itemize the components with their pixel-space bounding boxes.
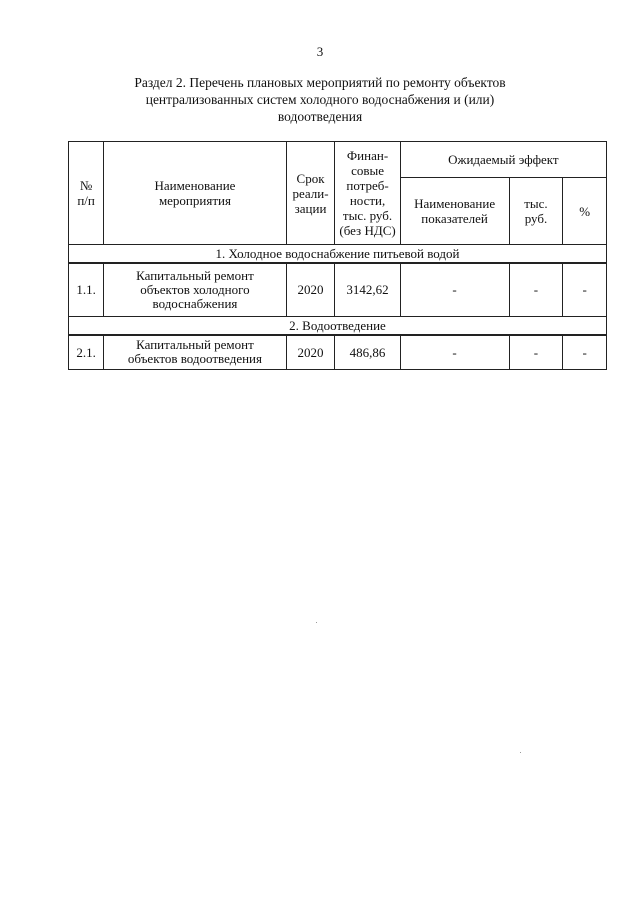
cell-name: Капитальный ремонт объектов водоотведения bbox=[104, 335, 286, 370]
header-expected-effect: Ожидаемый эффект bbox=[400, 142, 606, 178]
cell-rub: - bbox=[509, 335, 563, 370]
section-title-sewerage: 2. Водоотведение bbox=[69, 316, 607, 335]
section-title-line: Раздел 2. Перечень плановых мероприятий по ремонту объектов bbox=[134, 75, 506, 90]
cell-num: 1.1. bbox=[69, 263, 104, 316]
cell-term: 2020 bbox=[286, 335, 335, 370]
section-title-line: водоотведения bbox=[277, 109, 363, 124]
table-row bbox=[69, 335, 607, 370]
cell-indicator: - bbox=[400, 263, 509, 316]
cell-term: 2020 bbox=[286, 263, 335, 316]
cell-num: 2.1. bbox=[69, 335, 104, 370]
header-indicator-name: Наименование показателей bbox=[400, 178, 509, 245]
section-title bbox=[80, 74, 560, 125]
header-term: Срок реали- зации bbox=[286, 142, 335, 245]
header-name: Наименование мероприятия bbox=[104, 142, 286, 245]
cell-name: Капитальный ремонт объектов холодного водоснабжения bbox=[104, 263, 286, 316]
section-row bbox=[69, 316, 607, 335]
header-num: № п/п bbox=[69, 142, 104, 245]
header-thousand-rub: тыс. руб. bbox=[509, 178, 563, 245]
cell-indicator: - bbox=[400, 335, 509, 370]
scan-speck bbox=[316, 622, 317, 623]
cell-pct: - bbox=[563, 335, 607, 370]
section-title-line: централизованных систем холодного водоснабжения и (или) bbox=[145, 92, 495, 107]
cell-rub: - bbox=[509, 263, 563, 316]
section-row bbox=[69, 245, 607, 264]
table-header-row bbox=[69, 142, 607, 178]
section-title-cold-water: 1. Холодное водоснабжение питьевой водой bbox=[69, 245, 607, 264]
measures-table bbox=[68, 141, 607, 370]
page-number: 3 bbox=[316, 44, 324, 59]
table-row bbox=[69, 263, 607, 316]
scan-speck bbox=[520, 752, 521, 753]
header-finance: Финан- совые потреб- ности, тыс. руб. (без НДС) bbox=[335, 142, 400, 245]
header-percent: % bbox=[563, 178, 607, 245]
cell-pct: - bbox=[563, 263, 607, 316]
cell-finance: 3142,62 bbox=[335, 263, 400, 316]
cell-finance: 486,86 bbox=[335, 335, 400, 370]
